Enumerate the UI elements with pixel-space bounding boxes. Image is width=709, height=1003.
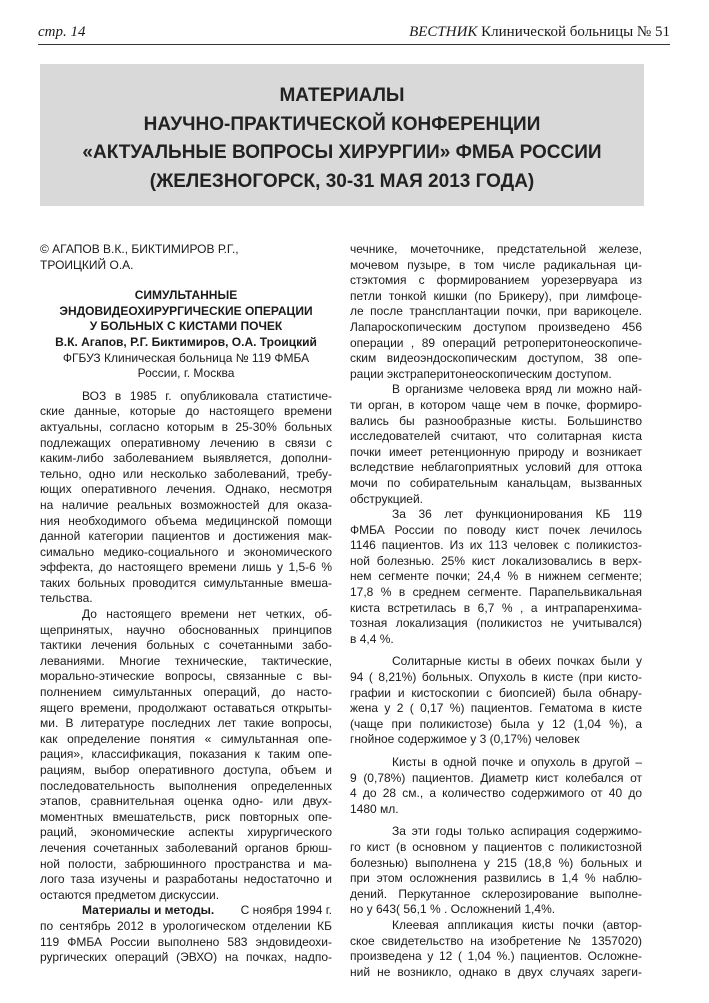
text-line: щепринятых, научно обоснованных принципов bbox=[40, 622, 332, 637]
text-line: на наличие реальных возможностей для оказа- bbox=[40, 497, 332, 512]
text-line: рациям, выбор оперативного доступа, объем и bbox=[40, 763, 332, 777]
conference-title-line: «АКТУАЛЬНЫЕ ВОПРОСЫ ХИРУРГИИ» ФМБА РОССИИ bbox=[82, 142, 602, 163]
text-line: ния необходимого объема медицинской помощи bbox=[40, 513, 332, 528]
text-line: ские данные, которые до настоящего времени bbox=[40, 404, 332, 419]
text-line: морально-этические вопросы, связанные с вы- bbox=[40, 669, 332, 684]
text-line: 17,8 % в среднем сегменте. Парапельвикальная bbox=[350, 585, 642, 600]
conference-title-line: НАУЧНО-ПРАКТИЧЕСКОЙ КОНФЕРЕНЦИИ bbox=[143, 113, 541, 135]
text-line: графии и кистоскопии с биопсией) была обнару- bbox=[350, 685, 642, 700]
text-line: моментных вмешательств, риск повторных опе- bbox=[40, 809, 332, 824]
text-line: ским видеоэндоскопическим доступом, 38 опе- bbox=[350, 351, 642, 366]
text-line: произведена у 12 ( 1,04 %.) пациентов. Осложне- bbox=[350, 949, 642, 964]
text-line: тозная локализация (поликистоз не учитывался) bbox=[350, 616, 642, 631]
text-line: За эти годы только аспирация содержимо- bbox=[392, 824, 642, 839]
conference-title bbox=[40, 64, 644, 196]
text-line: За 36 лет функционирования КБ 119 bbox=[392, 507, 642, 522]
text-line: вались бы разнообразные кисты. Большинство bbox=[350, 413, 642, 428]
text-line: ти орган, в котором чаще чем в почке, формиро- bbox=[350, 397, 642, 412]
text-line: в 4,4 %. bbox=[350, 631, 394, 646]
article-authors: В.К. Агапов, Р.Г. Биктимиров, О.А. Троицкий bbox=[55, 334, 317, 349]
text-line: этапов, сравнительная оценка одно- или двух- bbox=[40, 794, 332, 809]
text-line: мочевом пузыре, в том числе радикальная ци- bbox=[350, 257, 642, 272]
text-line: лечения сочетанных заболеваний органов брюш- bbox=[40, 840, 332, 855]
text-line: 4 до 28 см., а количество содержимого от 40 до bbox=[350, 786, 642, 801]
text-line: Клеевая аппликация кисты почки (автор- bbox=[392, 917, 642, 932]
text-line: ной полости, забрюшинного пространства и ма- bbox=[40, 856, 332, 871]
text-line: 119 ФМБА России выполнено 583 эндовидеохи- bbox=[40, 934, 332, 949]
text-line: полнением симультанных операций, до насто- bbox=[40, 685, 332, 700]
text-line: ящего времени, продолжают оставаться открыты- bbox=[40, 700, 332, 715]
text-line: данной категории пациентов и достижения мак- bbox=[40, 529, 332, 544]
text-line: Лапароскопическим доступом произведено 456 bbox=[350, 319, 642, 334]
copyright-line: © АГАПОВ В.К., БИКТИМИРОВ Р.Г., bbox=[40, 242, 239, 256]
text-line: гнойное содержимое у 3 (0,17%) человек bbox=[350, 732, 580, 747]
text-line: (чаще при поликистозе) была у 12 (1,04 %), а bbox=[350, 716, 642, 731]
text-line: лого таза изучены и разработаны недостаточно и bbox=[40, 872, 332, 887]
text-line bbox=[82, 903, 332, 919]
text-line: ми. В литературе последних лет такие вопросы, bbox=[40, 716, 332, 731]
paragraph-intro bbox=[40, 389, 332, 607]
text-line: ющих оперативного лечения. Однако, несмотря bbox=[40, 482, 332, 497]
header-rule bbox=[38, 44, 670, 45]
text-line: исследователей считают, что солитарная киста bbox=[350, 429, 642, 444]
paragraph-glue-application bbox=[350, 918, 642, 980]
conference-banner bbox=[40, 64, 644, 206]
article-title-line: СИМУЛЬТАННЫЕ bbox=[134, 288, 238, 303]
text-line: симально медико-социального и экономического bbox=[40, 544, 332, 559]
text-line: при этом осложнения развились в 1,4 % наблю- bbox=[350, 871, 642, 886]
text-line: тельства. bbox=[40, 591, 93, 606]
text-line: 9 (0,78%) пациентов. Диаметр кист колебался от bbox=[350, 770, 642, 785]
text-line: го кист (в основном у пациентов с поликистозной bbox=[350, 839, 642, 854]
paragraph-statistics bbox=[350, 507, 642, 647]
text-line: как определение понятия « симультанная опе- bbox=[40, 731, 332, 746]
text-line: обструкцией. bbox=[350, 491, 423, 506]
methods-heading: Материалы и методы. bbox=[82, 903, 215, 918]
text-line: остаются предметом дискуссии. bbox=[40, 887, 220, 902]
text-line: каким-либо заболеванием выявляется, дополни- bbox=[40, 451, 332, 466]
text-line: 1146 пациентов. Из их 113 человек с поликистоз- bbox=[350, 538, 642, 553]
paragraph-tumor bbox=[350, 755, 642, 817]
paragraph-aspiration bbox=[350, 824, 642, 918]
text-line: ле после трансплантации почки, при варикоцеле. bbox=[350, 304, 642, 319]
journal-name-italic: ВЕСТНИК bbox=[409, 24, 478, 40]
text-line: последовательность выполнения определенных bbox=[40, 778, 332, 793]
text-line: мочи по собирательным канальцам, вызванных bbox=[350, 475, 642, 490]
text-line: дений. Перкутанное склерозирование выполне- bbox=[350, 886, 642, 901]
article-title-line: У БОЛЬНЫХ С КИСТАМИ ПОЧЕК bbox=[89, 319, 283, 334]
text-line: ское свидетельство на изобретение № 1357020) bbox=[350, 933, 642, 948]
text-line: тельно, одно или несколько заболеваний, требу- bbox=[40, 466, 332, 481]
text-line: нем сегменте почки; 24,4 % в нижнем сегменте; bbox=[350, 569, 642, 584]
text-line: таких больных проводится симультанные вмеша- bbox=[40, 575, 332, 590]
text-line: рации экстраперитонеоскопическим доступом. bbox=[350, 366, 612, 381]
conference-title-line: (ЖЕЛЕЗНОГОРСК, 30-31 МАЯ 2013 ГОДА) bbox=[149, 170, 535, 192]
affiliation-line: России, г. Москва bbox=[137, 366, 235, 381]
text-line: тактики лечения больных с сочетанными забо- bbox=[40, 638, 332, 653]
article-title-line: ЭНДОВИДЕОХИРУРГИЧЕСКИЕ ОПЕРАЦИИ bbox=[59, 303, 313, 318]
copyright-line: ТРОИЦКИЙ О.А. bbox=[40, 257, 134, 272]
text-line: ной болезнью. 25% кист локализовались в верх- bbox=[350, 553, 642, 568]
text-line: киста встретилась в 6,7 % , а интрапаренхима- bbox=[350, 600, 642, 615]
paragraph-cyst-origin bbox=[350, 382, 642, 507]
text-line: В организме человека вряд ли можно най- bbox=[392, 382, 642, 397]
text-line: До настоящего времени нет четких, об- bbox=[82, 607, 332, 622]
text-line: ВОЗ в 1985 г. опубликовала статистиче- bbox=[82, 388, 332, 403]
conference-title-line: МАТЕРИАЛЫ bbox=[279, 85, 405, 106]
text-line: актуальны, согласно которым в 25-30% больных bbox=[40, 419, 332, 434]
paragraph-continued bbox=[350, 242, 642, 382]
paragraph-background bbox=[40, 607, 332, 903]
text-line: вследствие неблагоприятных условий для оттока bbox=[350, 460, 642, 475]
text-line: раций, экономические аспекты хирургического bbox=[40, 825, 332, 840]
text-line: стэктомия с формированием уорезервуара из bbox=[350, 273, 642, 288]
text-line: чечнике, мочеточнике, предстательной железе, bbox=[350, 242, 642, 256]
text-line: рация», классификация, показания к таким опе- bbox=[40, 747, 332, 762]
text-line: 1480 мл. bbox=[350, 801, 399, 816]
text-line: рургических операций (ЭВХО) на почках, надпо- bbox=[40, 950, 332, 965]
text-line: 94 ( 8,21%) больных. Опухоль в кисте (при кисто- bbox=[350, 670, 642, 685]
running-header bbox=[38, 24, 670, 44]
journal-name-rest: Клинической больницы № 51 bbox=[477, 24, 670, 40]
text-line: эффекта, до настоящего времени лишь у 1,5-6 % bbox=[40, 560, 332, 575]
right-column bbox=[350, 242, 642, 980]
journal-name bbox=[409, 24, 670, 41]
text-line: подлежащих оперативному лечению в связи с bbox=[40, 435, 332, 450]
paragraph-methods bbox=[40, 903, 332, 965]
text-line: операции , 89 операций ретроперитонеоскопиче- bbox=[350, 335, 642, 350]
text-line: леваниями. Многие технические, тактические, bbox=[40, 653, 332, 668]
text-line: жена у 2 ( 0,17 %) пациентов. Гематома в кисте bbox=[350, 701, 642, 716]
text-line: петли тонкой кишки (по Брикеру), при лимфоце- bbox=[350, 288, 642, 303]
affiliation-line: ФГБУЗ Клиническая больница № 119 ФМБА bbox=[62, 350, 310, 365]
text-line: Кисты в одной почке и опухоль в другой – bbox=[392, 755, 642, 769]
text-line: ний не возникло, однако в двух случаях зареги- bbox=[350, 964, 642, 979]
paragraph-bilateral bbox=[350, 654, 642, 748]
left-column bbox=[40, 242, 332, 966]
text-line: Солитарные кисты в обеих почках были у bbox=[392, 654, 642, 669]
page-number: стр. 14 bbox=[38, 24, 86, 40]
text-line: по сентябрь 2012 в урологическом отделении КБ bbox=[40, 918, 332, 933]
text-line: но у 643( 56,1 % . Осложнений 1,4%. bbox=[350, 902, 556, 917]
text-line: почки имеет ретенционную природу и возникает bbox=[350, 444, 642, 459]
methods-first-line-rest: С ноября 1994 г. bbox=[240, 903, 332, 918]
text-line: ФМБА России по поводу кист почек лечилось bbox=[350, 522, 642, 537]
text-line: болезнью) выполнена у 215 (18,8 %) больных и bbox=[350, 855, 642, 870]
